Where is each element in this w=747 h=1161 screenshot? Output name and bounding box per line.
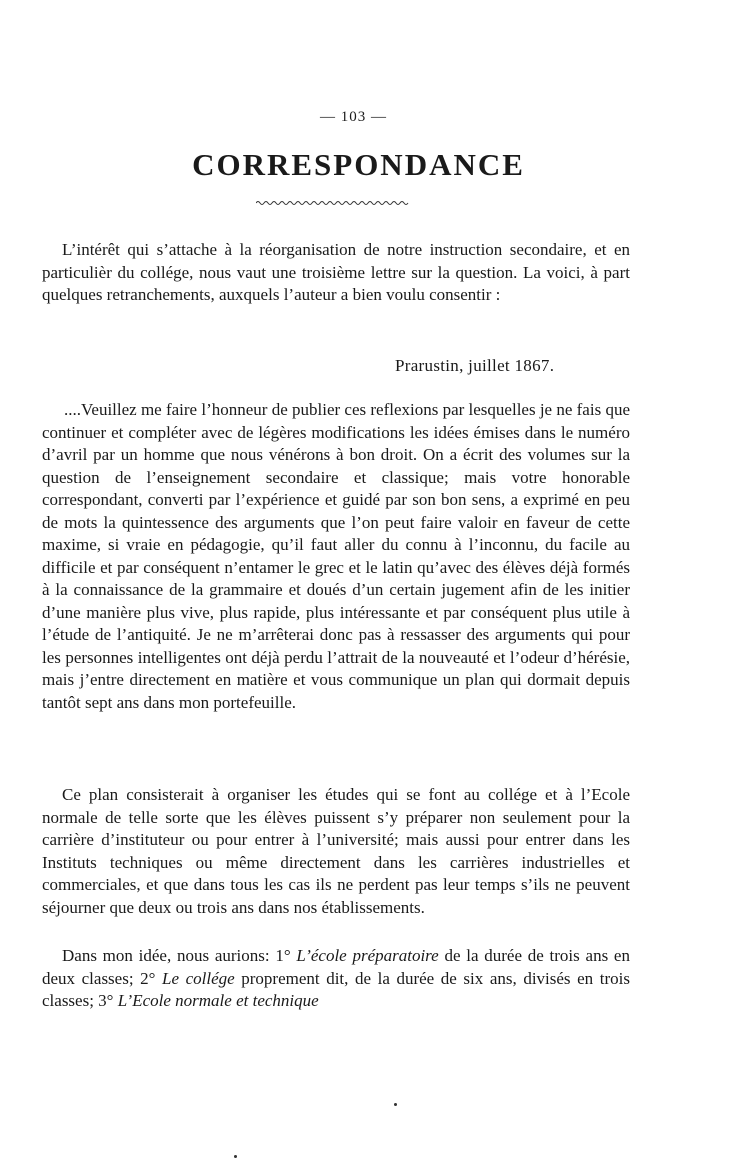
letter-paragraph-1: ....Veuillez me faire l’honneur de publier ces reflexions par lesquelles je ne fais que continuer et compléter avec de légères modifications les idées émises dans le numéro d’avril par un homme que nous vénérons à bon droit. On a écrit des volumes sur la question de l’enseignement secondaire et classique; mais votre honorable correspondant, converti par l’expérience et guidé par son bon sens, a exprimé en peu de mots la quintessence des arguments que l’on peut faire valoir en faveur de cette maxime, si vraie en pédagogie, qu’il faut aller du connu à l’inconnu, du facile au difficile et par conséquent n’entamer le grec et le latin qu’avec des élèves déjà formés à la connaissance de la grammaire et doués d’un certain jugement afin de les initier d’une manière plus vive, plus rapide, plus intéressante et par conséquent plus utile à l’étude de l’antiquité. Je ne m’arrêterai donc pas à ressasser des arguments qui pour les personnes intelligentes ont déjà perdu l’attrait de la nouveauté et l’odeur d’hérésie, mais j’entre directement en matière et vous communique un plan qui dormait depuis tantôt sept ans dans mon portefeuille. [42,400,630,712]
para3-le-college: Le collége [162,968,235,988]
dateline: Prarustin, juillet 1867. [395,356,555,375]
para3-ecole-normale: L’Ecole normale et technique [117,991,319,1010]
decorative-wavy-rule [256,200,411,206]
speck-mark [234,1155,237,1158]
speck-mark [394,1103,397,1106]
para3-text-3: proprement dit, de la durée de six ans, divisés en trois classes; 3° [42,968,630,1010]
page-number: — 103 — [320,109,387,125]
letter-paragraph-2: Ce plan consisterait à organiser les études qui se font au collége et à l’Ecole normale de telle sorte que les élèves puissent s’y préparer non seulement pour la carrière d’instituteur ou pour entrer à l’université; mais aussi pour entrer dans les Instituts techniques ou même directement dans les carrières industrielles et commerciales, et que dans tous les cas ils ne perdent pas leur temps s’ils ne peuvent séjourner que deux ou trois ans dans nos établissements. [42,785,630,917]
para3-text-1: Dans mon idée, nous aurions: 1° [62,946,297,965]
intro-paragraph: L’intérêt qui s’attache à la réorganisation de notre instruction secondaire, et en particulièr du collége, nous vaut une troisième lettre sur la question. La voici, à part quelques retranchements, auxquels l’auteur a bien voulu consentir : [42,240,630,304]
para3-ecole-preparatoire: L’école préparatoire [296,946,439,965]
letter-paragraph-3 [42,945,630,1013]
para3-text-2: de la durée de trois ans en deux classes; 2° [42,946,630,988]
page-title: CORRESPONDANCE [192,147,525,182]
